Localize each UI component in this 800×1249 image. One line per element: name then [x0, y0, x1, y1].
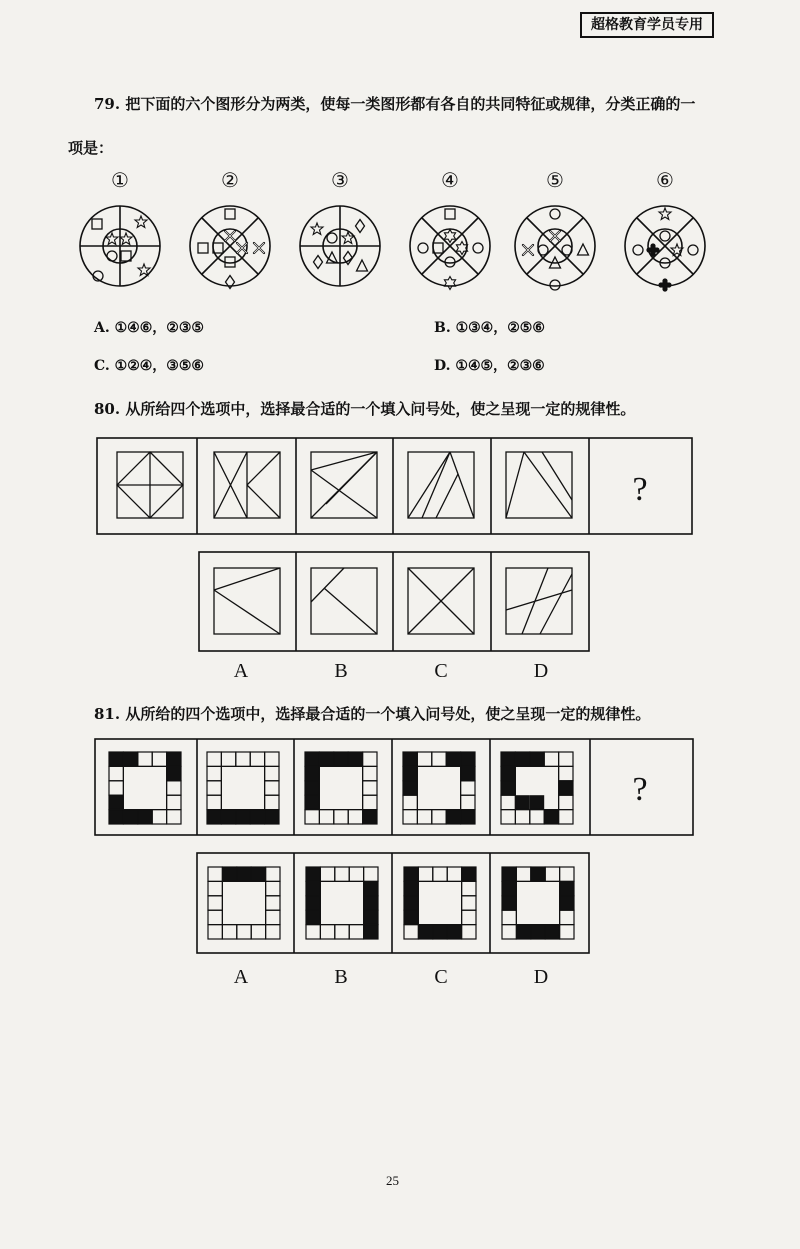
grid-center	[221, 766, 264, 809]
grid-cell	[559, 752, 573, 766]
grid-cell	[349, 925, 363, 939]
q79-figure-label-5: ⑤	[546, 168, 564, 192]
grid-cell	[417, 810, 431, 824]
q79-figure-label-4: ④	[441, 168, 459, 192]
grid-cell	[559, 810, 573, 824]
grid-center	[417, 766, 460, 809]
q79-option-c[interactable]: C. ①②④，③⑤⑥	[94, 358, 204, 374]
grid-cell	[433, 867, 447, 881]
q80-option-c-figure[interactable]	[408, 568, 474, 634]
q80-figure-4	[408, 452, 474, 518]
grid-cell	[265, 752, 279, 766]
grid-cell	[266, 910, 280, 924]
grid-filled-cell	[364, 925, 378, 939]
q81-option-b-figure[interactable]	[306, 867, 378, 939]
grid-cell	[251, 925, 265, 939]
grid-cell	[363, 781, 377, 795]
grid-cell	[208, 867, 222, 881]
grid-cell	[417, 752, 431, 766]
grid-filled-cell	[560, 881, 574, 895]
q81-option-c-figure[interactable]	[404, 867, 476, 939]
grid-cell	[208, 925, 222, 939]
grid-cell	[305, 810, 319, 824]
grid-filled-cell	[236, 810, 250, 824]
grid-filled-cell	[404, 910, 418, 924]
q79-text-line1: 79. 把下面的六个图形分为两类，使每一类图形都有各自的共同特征或规律，分类正确的一	[94, 95, 696, 113]
q81-option-d-figure[interactable]	[502, 867, 574, 939]
grid-filled-cell	[403, 781, 417, 795]
grid-cell	[502, 910, 516, 924]
grid-filled-cell	[461, 752, 475, 766]
q81-question-mark: ?	[632, 771, 648, 808]
grid-cell	[501, 795, 515, 809]
grid-cell	[152, 810, 166, 824]
grid-cell	[320, 925, 334, 939]
grid-filled-cell	[531, 925, 545, 939]
q79-figure-5	[515, 206, 595, 290]
q79-text-line2: 项是：	[68, 139, 114, 157]
grid-filled-cell	[404, 867, 418, 881]
grid-filled-cell	[364, 896, 378, 910]
grid-filled-cell	[515, 752, 529, 766]
grid-center	[418, 881, 461, 924]
grid-cell	[349, 867, 363, 881]
q79-option-b[interactable]: B. ①③④，②⑤⑥	[434, 320, 545, 336]
grid-filled-cell	[461, 766, 475, 780]
grid-cell	[559, 795, 573, 809]
grid-cell	[250, 752, 264, 766]
grid-filled-cell	[167, 752, 181, 766]
grid-filled-cell	[207, 810, 221, 824]
q80-text: 80. 从所给四个选项中，选择最合适的一个填入问号处，使之呈现一定的规律性。	[94, 400, 636, 418]
grid-cell	[560, 925, 574, 939]
q81-option-a-figure[interactable]	[208, 867, 280, 939]
grid-filled-cell	[418, 925, 432, 939]
grid-cell	[462, 896, 476, 910]
grid-filled-cell	[364, 881, 378, 895]
grid-cell	[447, 867, 461, 881]
grid-cell	[222, 925, 236, 939]
grid-filled-cell	[305, 752, 319, 766]
grid-center	[319, 766, 362, 809]
grid-cell	[109, 781, 123, 795]
grid-filled-cell	[363, 810, 377, 824]
q81-option-label-c[interactable]: C	[434, 966, 448, 988]
grid-filled-cell	[319, 752, 333, 766]
grid-filled-cell	[530, 752, 544, 766]
q79-figure-3	[300, 206, 380, 286]
grid-filled-cell	[545, 925, 559, 939]
grid-cell	[545, 867, 559, 881]
q81-grid-figures	[109, 752, 574, 939]
grid-cell	[559, 766, 573, 780]
grid-cell	[208, 896, 222, 910]
grid-cell	[237, 925, 251, 939]
grid-cell	[266, 881, 280, 895]
grid-filled-cell	[501, 781, 515, 795]
q81-option-label-b[interactable]: B	[334, 966, 348, 988]
grid-filled-cell	[502, 867, 516, 881]
grid-filled-cell	[462, 867, 476, 881]
grid-filled-cell	[123, 752, 137, 766]
grid-center	[222, 881, 265, 924]
grid-filled-cell	[348, 752, 362, 766]
q81-option-label-d[interactable]: D	[533, 966, 549, 988]
grid-filled-cell	[501, 752, 515, 766]
grid-filled-cell	[306, 910, 320, 924]
grid-center	[123, 766, 166, 809]
page-number: 25	[386, 1173, 399, 1188]
grid-filled-cell	[306, 867, 320, 881]
grid-cell	[462, 881, 476, 895]
grid-cell	[266, 925, 280, 939]
grid-filled-cell	[109, 752, 123, 766]
q79-figure-label-6: ⑥	[656, 168, 674, 192]
grid-cell	[363, 795, 377, 809]
grid-filled-cell	[305, 795, 319, 809]
grid-cell	[320, 867, 334, 881]
grid-filled-cell	[446, 752, 460, 766]
grid-cell	[348, 810, 362, 824]
grid-cell	[306, 925, 320, 939]
q81-figure-3	[305, 752, 377, 824]
grid-cell	[530, 810, 544, 824]
grid-filled-cell	[461, 810, 475, 824]
grid-cell	[208, 910, 222, 924]
grid-cell	[560, 910, 574, 924]
q80-figure-2	[214, 452, 280, 518]
q80-figure-5	[506, 452, 572, 518]
grid-cell	[403, 810, 417, 824]
grid-cell	[207, 766, 221, 780]
grid-center	[320, 881, 363, 924]
grid-filled-cell	[305, 766, 319, 780]
q79-figure-4	[410, 206, 490, 290]
grid-filled-cell	[364, 910, 378, 924]
grid-cell	[516, 867, 530, 881]
grid-filled-cell	[560, 896, 574, 910]
header-badge: 超格教育学员专用	[580, 12, 714, 38]
grid-filled-cell	[559, 781, 573, 795]
q80-figure-3	[311, 452, 377, 518]
q80-figure-1	[117, 452, 183, 518]
q80-option-a-figure[interactable]	[214, 568, 280, 634]
grid-filled-cell	[123, 810, 137, 824]
grid-cell	[461, 795, 475, 809]
grid-cell	[109, 766, 123, 780]
grid-cell	[265, 795, 279, 809]
q80-question-row	[97, 438, 692, 534]
grid-cell	[207, 781, 221, 795]
grid-cell	[138, 752, 152, 766]
q80-option-label-c[interactable]: C	[434, 660, 448, 682]
grid-filled-cell	[403, 766, 417, 780]
q79-figure-2	[190, 206, 270, 289]
grid-cell	[334, 810, 348, 824]
grid-cell	[544, 752, 558, 766]
grid-cell	[207, 795, 221, 809]
grid-filled-cell	[403, 752, 417, 766]
q81-option-label-a[interactable]: A	[233, 966, 249, 988]
q81-figure-4	[403, 752, 475, 824]
grid-filled-cell	[516, 925, 530, 939]
grid-filled-cell	[265, 810, 279, 824]
grid-cell	[221, 752, 235, 766]
grid-filled-cell	[305, 781, 319, 795]
q81-question-row	[95, 739, 693, 835]
q80-option-d-figure[interactable]	[506, 568, 572, 634]
grid-cell	[403, 795, 417, 809]
grid-filled-cell	[109, 795, 123, 809]
grid-cell	[432, 752, 446, 766]
grid-cell	[335, 867, 349, 881]
q80-question-mark: ?	[632, 471, 648, 508]
grid-cell	[265, 766, 279, 780]
grid-filled-cell	[447, 925, 461, 939]
grid-cell	[461, 781, 475, 795]
grid-cell	[265, 781, 279, 795]
grid-filled-cell	[530, 795, 544, 809]
grid-cell	[462, 910, 476, 924]
q80-options-row	[199, 552, 589, 651]
grid-filled-cell	[306, 881, 320, 895]
q79-figure-1	[80, 206, 160, 286]
grid-filled-cell	[251, 867, 265, 881]
grid-filled-cell	[237, 867, 251, 881]
grid-filled-cell	[502, 881, 516, 895]
grid-filled-cell	[446, 810, 460, 824]
grid-filled-cell	[502, 896, 516, 910]
grid-cell	[207, 752, 221, 766]
grid-filled-cell	[404, 896, 418, 910]
q81-text: 81. 从所给的四个选项中，选择最合适的一个填入问号处，使之呈现一定的规律性。	[94, 705, 651, 723]
grid-cell	[335, 925, 349, 939]
grid-cell	[502, 925, 516, 939]
q79-option-d[interactable]: D. ①④⑤，②③⑥	[434, 358, 545, 374]
grid-cell	[364, 867, 378, 881]
q81-figure-1	[109, 752, 181, 824]
grid-filled-cell	[222, 867, 236, 881]
grid-filled-cell	[109, 810, 123, 824]
grid-cell	[363, 752, 377, 766]
grid-filled-cell	[221, 810, 235, 824]
grid-cell	[152, 752, 166, 766]
q79-figure-label-2: ②	[221, 168, 239, 192]
grid-cell	[167, 810, 181, 824]
grid-cell	[167, 781, 181, 795]
grid-cell	[418, 867, 432, 881]
q79-figure-6	[625, 206, 705, 291]
grid-filled-cell	[531, 867, 545, 881]
grid-filled-cell	[433, 925, 447, 939]
grid-filled-cell	[404, 881, 418, 895]
grid-cell	[462, 925, 476, 939]
grid-cell	[432, 810, 446, 824]
grid-cell	[560, 867, 574, 881]
q80-option-label-a[interactable]: A	[233, 660, 249, 682]
q79-figure-label-1: ①	[111, 168, 129, 192]
grid-cell	[208, 881, 222, 895]
grid-filled-cell	[515, 795, 529, 809]
grid-cell	[266, 896, 280, 910]
q81-figure-5	[501, 752, 573, 824]
grid-filled-cell	[501, 766, 515, 780]
grid-cell	[266, 867, 280, 881]
q79-figure-label-3: ③	[331, 168, 349, 192]
grid-cell	[319, 810, 333, 824]
q80-option-label-b[interactable]: B	[334, 660, 348, 682]
q81-figure-2	[207, 752, 279, 824]
q80-option-b-figure[interactable]	[311, 568, 377, 634]
grid-cell	[363, 766, 377, 780]
grid-filled-cell	[334, 752, 348, 766]
grid-center	[516, 881, 559, 924]
grid-cell	[515, 810, 529, 824]
grid-cell	[167, 795, 181, 809]
grid-cell	[404, 925, 418, 939]
grid-filled-cell	[306, 896, 320, 910]
grid-filled-cell	[250, 810, 264, 824]
grid-cell	[236, 752, 250, 766]
grid-filled-cell	[138, 810, 152, 824]
grid-filled-cell	[544, 810, 558, 824]
grid-filled-cell	[167, 766, 181, 780]
grid-cell	[501, 810, 515, 824]
q80-option-label-d[interactable]: D	[533, 660, 549, 682]
q79-option-a[interactable]: A. ①④⑥，②③⑤	[94, 320, 204, 336]
